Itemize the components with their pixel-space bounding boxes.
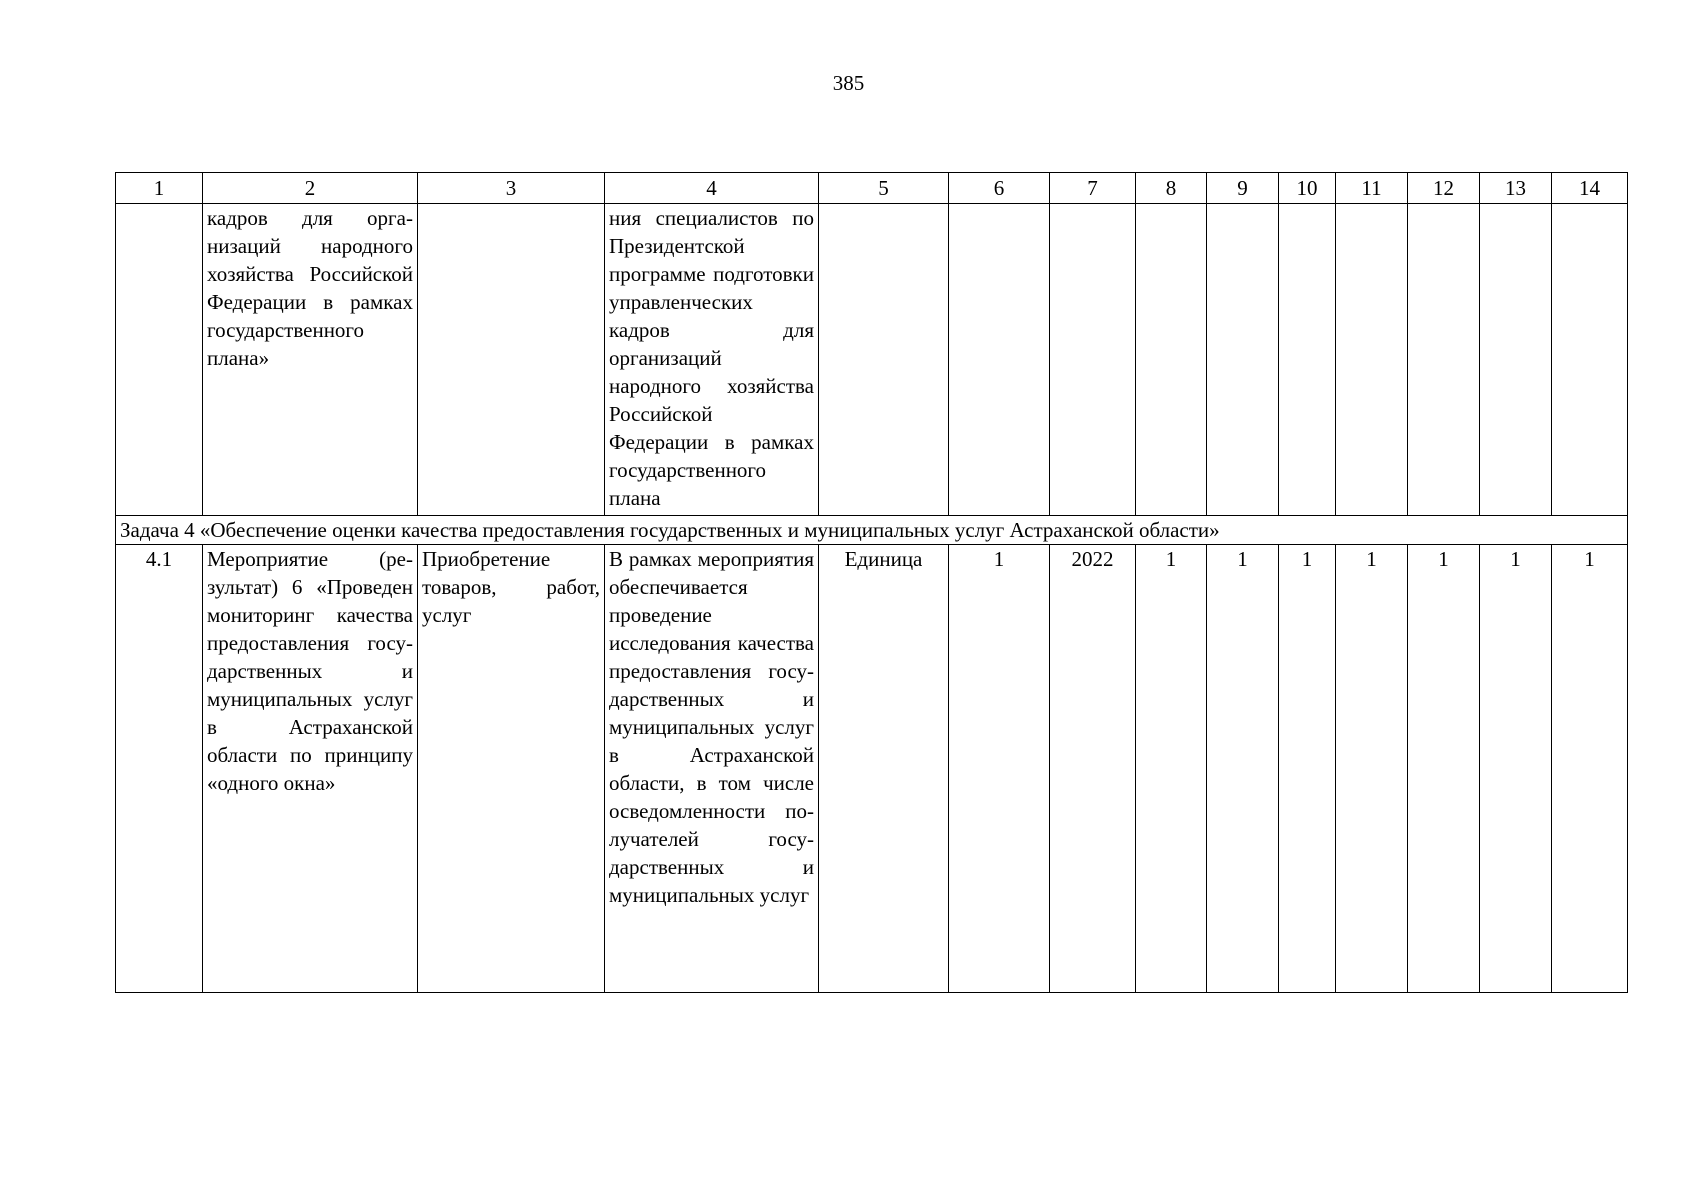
table-cell: кадров для организаций народного хозяйства Российской Федерации в рамках государственного плана»: [203, 204, 418, 516]
header-cell: 3: [418, 173, 605, 204]
table-cell: [949, 204, 1050, 516]
table-cell: [1279, 204, 1336, 516]
header-cell: 11: [1336, 173, 1408, 204]
table-cell: [1480, 204, 1552, 516]
continuation-row: [116, 204, 1628, 516]
table-cell: 1: [949, 545, 1050, 993]
header-cell: 4: [605, 173, 819, 204]
table-cell: [116, 204, 203, 516]
header-cell: 10: [1279, 173, 1336, 204]
header-cell: 7: [1050, 173, 1136, 204]
table-row: [116, 545, 1628, 993]
page-number: 385: [832, 71, 865, 95]
table-cell: ния специалистов по Президентской программе подготовки управленческих кадров для организаций народного хозяйства Российской Федерации в рамках государственного плана: [605, 204, 819, 516]
table-cell: Единица: [819, 545, 949, 993]
table-cell: Приобретение товаров, работ, услуг: [418, 545, 605, 993]
table-cell: Мероприятие (результат) 6 «Проведен мониторинг качества предоставления государственных и муниципальных услуг в Астраханской области по принципу «одного окна»: [203, 545, 418, 993]
header-cell: 13: [1480, 173, 1552, 204]
table-cell: [1207, 204, 1279, 516]
table-cell: 1: [1207, 545, 1279, 993]
table-cell: [1552, 204, 1628, 516]
table-cell: 2022: [1050, 545, 1136, 993]
table-cell: В рамках мероприятия обеспечивается проведение исследования качества предоставления государственных и муниципальных услуг в Астраханской области, в том числе осведомленности получателей государственных и муниципальных услуг: [605, 545, 819, 993]
header-cell: 2: [203, 173, 418, 204]
row-number-cell: 4.1: [116, 545, 203, 993]
task-heading: Задача 4 «Обеспечение оценки качества предоставления государственных и муниципальных услуг Астраханской области»: [116, 516, 1628, 545]
table-cell: 1: [1279, 545, 1336, 993]
table-cell: [1050, 204, 1136, 516]
table-cell: [1136, 204, 1207, 516]
table-cell: 1: [1336, 545, 1408, 993]
table-cell: 1: [1136, 545, 1207, 993]
table-cell: [418, 204, 605, 516]
column-number-row: [116, 173, 1628, 204]
header-cell: 9: [1207, 173, 1279, 204]
header-cell: 5: [819, 173, 949, 204]
header-cell: 12: [1408, 173, 1480, 204]
header-cell: 6: [949, 173, 1050, 204]
table-cell: 1: [1408, 545, 1480, 993]
header-cell: 14: [1552, 173, 1628, 204]
table-cell: [819, 204, 949, 516]
program-table: [115, 172, 1628, 993]
table-cell: [1336, 204, 1408, 516]
task-row: [116, 516, 1628, 545]
table-cell: [1408, 204, 1480, 516]
table-cell: 1: [1480, 545, 1552, 993]
header-cell: 8: [1136, 173, 1207, 204]
table-cell: 1: [1552, 545, 1628, 993]
header-cell: 1: [116, 173, 203, 204]
